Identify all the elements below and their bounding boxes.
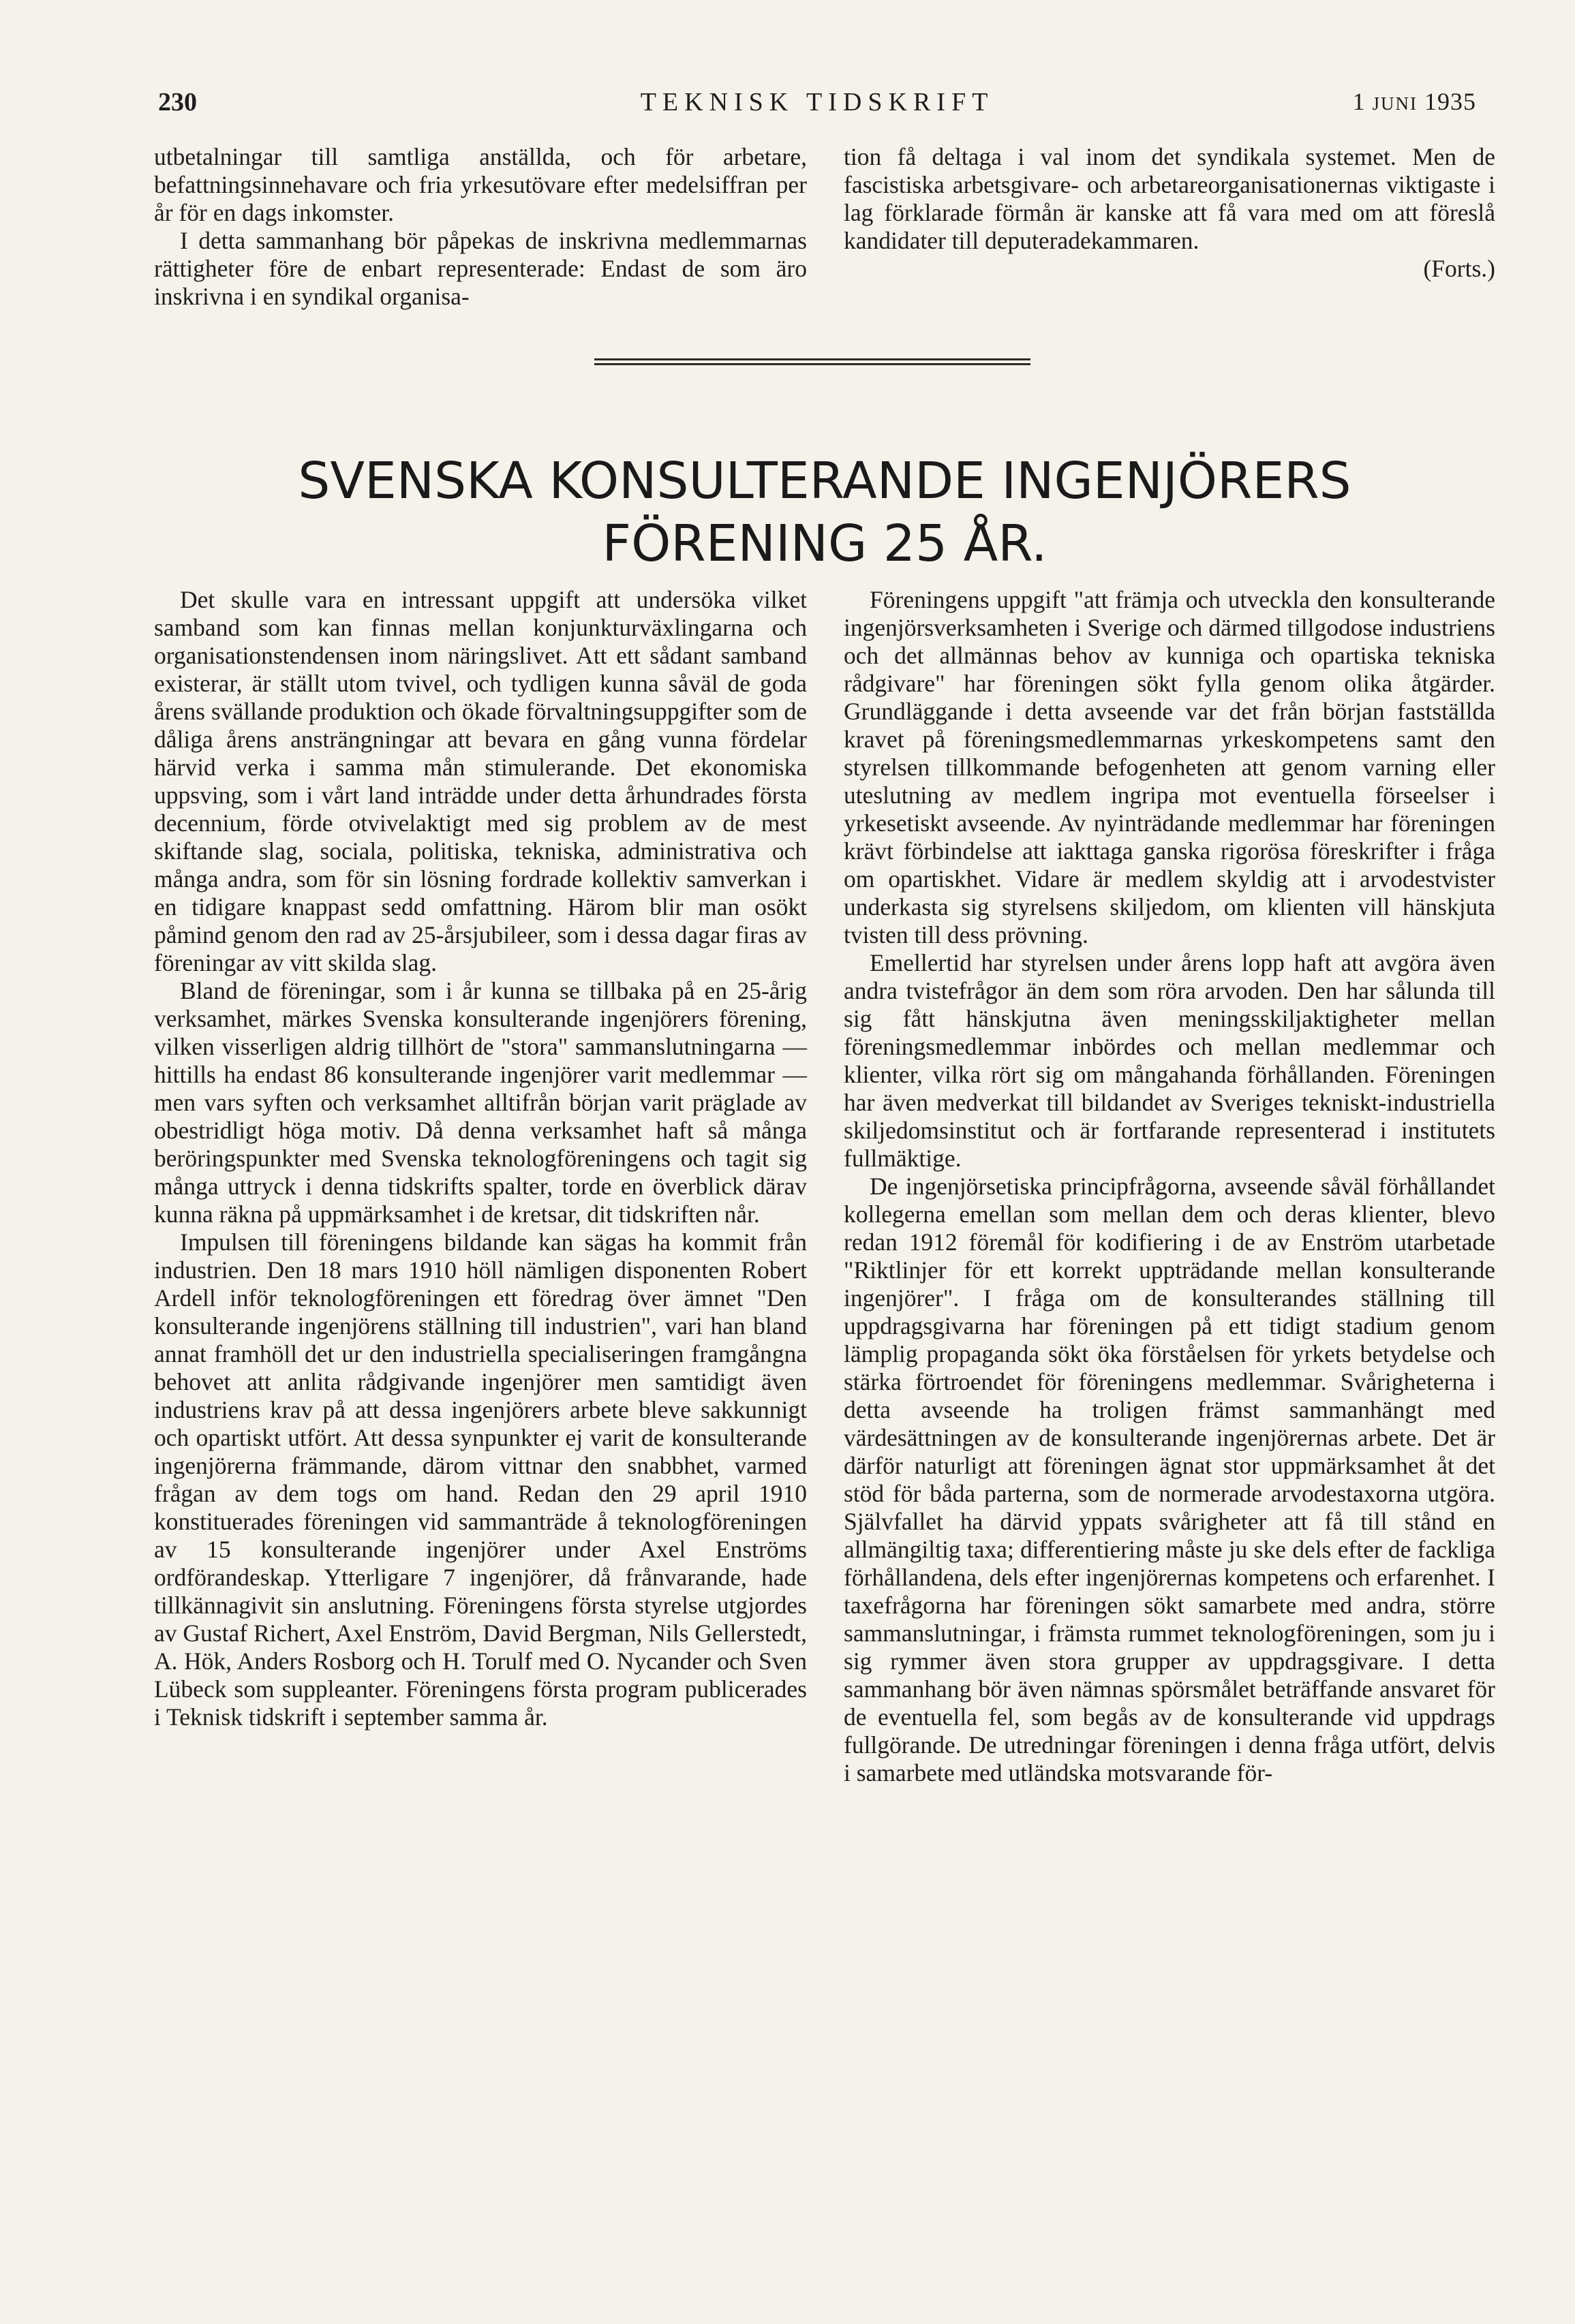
paragraph: De ingenjörsetiska principfrågorna, avseende såväl förhållandet kollegerna emellan som mellan dem och deras klienter, blevo redan 1912 föremål för kodifiering i de av Enström utarbetade "Riktlinjer för ett korrekt uppträdande mellan konsulterande ingenjörer". I fråga om de konsulterandes ställning till uppdragsgivarna har föreningen på ett tidigt stadium genom lämplig propaganda sökt öka förståelsen för yrkets betydelse och stärka förtroendet för föreningens medlemmar. Svårigheterna i detta avseende ha troligen främst sammanhängt med värdesättningen av de konsulterande ingenjörernas arbete. Det är därför naturligt att föreningen ägnat stor uppmärksamhet åt det stöd för båda parterna, som de normerade arvodestaxorna utgöra. Självfallet ha därvid yppats svårigheter att få till stånd en allmängiltig taxa; differentiering måste ju ske dels efter de fackliga förhållandena, dels efter ingenjörernas kompetens och erfarenhet. I taxefrågorna har föreningen sökt samarbete med andra, större sammanslutningar, i främsta rummet teknologföreningen, som ju i sig rymmer även stora grupper av uppdragsgivare. I detta sammanhang bör även nämnas spörsmålet beträffande ansvaret för de eventuella fel, som begås av de konsulterande vid uppdrags fullgörande. De utredningar föreningen i denna fråga utfört, delvis i samarbete med utländska motsvarande för- xyxy=(844,1173,1495,1786)
paragraph: Impulsen till föreningens bildande kan sägas ha kommit från industrien. Den 18 mars 1910 höll nämligen disponenten Robert Ardell inför teknologföreningen ett föredrag över ämnet "Den konsulterande ingenjörens ställning till industrien", vari han bland annat framhöll det ur den industriella specialiseringen framgångna behovet att anlita rådgivande ingenjörer men samtidigt även industriens krav på att dessa ingenjörers arbete bleve sakkunnigt och opartiskt utfört. Att dessa synpunkter ej varit de konsulterande ingenjörerna främmande, därom vittnar den snabbhet, varmed frågan av dem togs om hand. Redan den 29 april 1910 konstituerades föreningen vid sammanträde å teknologföreningen av 15 konsulterande ingenjörer under Axel Enströms ordförandeskap. Ytterligare 7 ingenjörer, då frånvarande, hade tillkännagivit sin anslutning. Föreningens första styrelse utgjordes av Gustaf Richert, Axel Enström, David Bergman, Nils Gellerstedt, A. Hök, Anders Rosborg och H. Torulf med O. Nycander och Sven Lübeck som suppleanter. Föreningens första program publicerades i Teknisk tidskrift i september samma år. xyxy=(154,1228,807,1731)
journal-title: TEKNISK TIDSKRIFT xyxy=(640,88,994,117)
paragraph: Föreningens uppgift "att främja och utveckla den konsulterande ingenjörsverksamheten i Sverige och därmed tillgodose industriens och det allmännas behov av kunniga och opartiska tekniska rådgivare" har föreningen sökt fylla genom olika åtgärder. Grundläggande i detta avseende var det från början fastställda kravet på föreningsmedlemmarnas yrkeskompetens samt den styrelsen tillkommande befogenheten att genom varning eller uteslutning av medlem ingripa mot eventuella förseelser i yrkesetiskt avseende. Av nyinträdande medlemmar har föreningen krävt förbindelse att iakttaga ganska rigorösa föreskrifter i fråga om opartiskhet. Vidare är medlem skyldig att i arvodestvister underkasta sig styrelsens skiljedom, om klienten vill hänskjuta tvisten till dess prövning. xyxy=(844,586,1495,948)
article-right-column xyxy=(844,586,1495,1787)
article-left-column xyxy=(154,586,807,1731)
running-head xyxy=(158,87,1476,128)
issue-date xyxy=(1353,87,1477,116)
continued-note: (Forts.) xyxy=(1423,255,1495,282)
headline-line-2: FÖRENING 25 ÅR. xyxy=(602,514,1048,573)
paragraph: Bland de föreningar, som i år kunna se tillbaka på en 25-årig verksamhet, märkes Svenska konsulterande ingenjörers förening, vilken visserligen aldrig tillhört de "stora" sammanslutningarna — hittills ha endast 86 konsulterande ingenjörer varit medlemmar — men vars syften och verksamhet alltifrån början varit präglade av obestridligt höga motiv. Då denna verksamhet haft så många beröringspunkter med Svenska teknologföreningens och tagit sig många uttryck i denna tidskrifts spalter, torde en överblick därav kunna räkna på uppmärksamhet i de kretsar, dit tidskriften når. xyxy=(154,977,807,1228)
page-number: 230 xyxy=(158,88,197,117)
paragraph: Emellertid har styrelsen under årens lopp haft att avgöra även andra tvistefrågor än dem som röra arvoden. Den har sålunda till sig fått hänskjutna även meningsskiljaktigheter mellan föreningsmedlemmar inbördes och mellan medlemmar och klienter, vilka rört sig om mångahanda förhållanden. Föreningen har även medverkat till bildandet av Sveriges tekniskt-industriella skiljedomsinstitut och är fortfarande representerad i institutets fullmäktige. xyxy=(844,949,1495,1172)
previous-article-right-column xyxy=(844,143,1495,283)
headline-line-1: SVENSKA KONSULTERANDE INGENJÖRERS xyxy=(298,452,1351,510)
issue-date-day: 1 xyxy=(1352,88,1366,115)
previous-article-left-column xyxy=(154,143,807,311)
paragraph: Det skulle vara en intressant uppgift att undersöka vilket samband som kan finnas mellan konjunkturväxlingarna och organisationstendensen inom näringslivet. Att ett sådant samband existerar, är ställt utom tvivel, och tydligen kunna såväl de goda årens svällande produktion och ökade förvaltningsuppgifter som de dåliga årens ansträngningar att bevara en gång vunna fördelar härvid verka i samma mån stimulerande. Det ekonomiska uppsving, som i vårt land inträdde under detta århundrades första decennium, förde otvivelaktigt med sig problem av de mest skiftande slag, sociala, politiska, tekniska, administrativa och många andra, som för sin lösning fordrade kollektiv samverkan i en tidigare knappast sedd omfattning. Härom blir man osökt påmind genom den rad av 25-årsjubileer, som i dessa dagar firas av föreningar av vitt skilda slag. xyxy=(154,586,807,976)
article-headline xyxy=(157,450,1493,575)
paragraph: tion få deltaga i val inom det syndikala systemet. Men de fascistiska arbetsgivare- och arbetareorganisationernas viktigaste i lag förklarade förmån är kanske att få vara med om att föreslå kandidater till deputeradekammaren. xyxy=(844,143,1495,254)
paragraph: utbetalningar till samtliga anställda, och för arbetare, befattningsinnehavare och fria yrkesutövare efter medelsiffran per år för en dags inkomster. xyxy=(154,143,807,226)
paragraph: I detta sammanhang bör påpekas de inskrivna medlemmarnas rättigheter före de enbart representerade: Endast de som äro inskrivna i en syndikal organisa- xyxy=(154,227,807,310)
section-separator-rule xyxy=(594,358,1030,365)
issue-date-month: JUNI xyxy=(1372,93,1418,114)
issue-date-year: 1935 xyxy=(1424,88,1476,115)
